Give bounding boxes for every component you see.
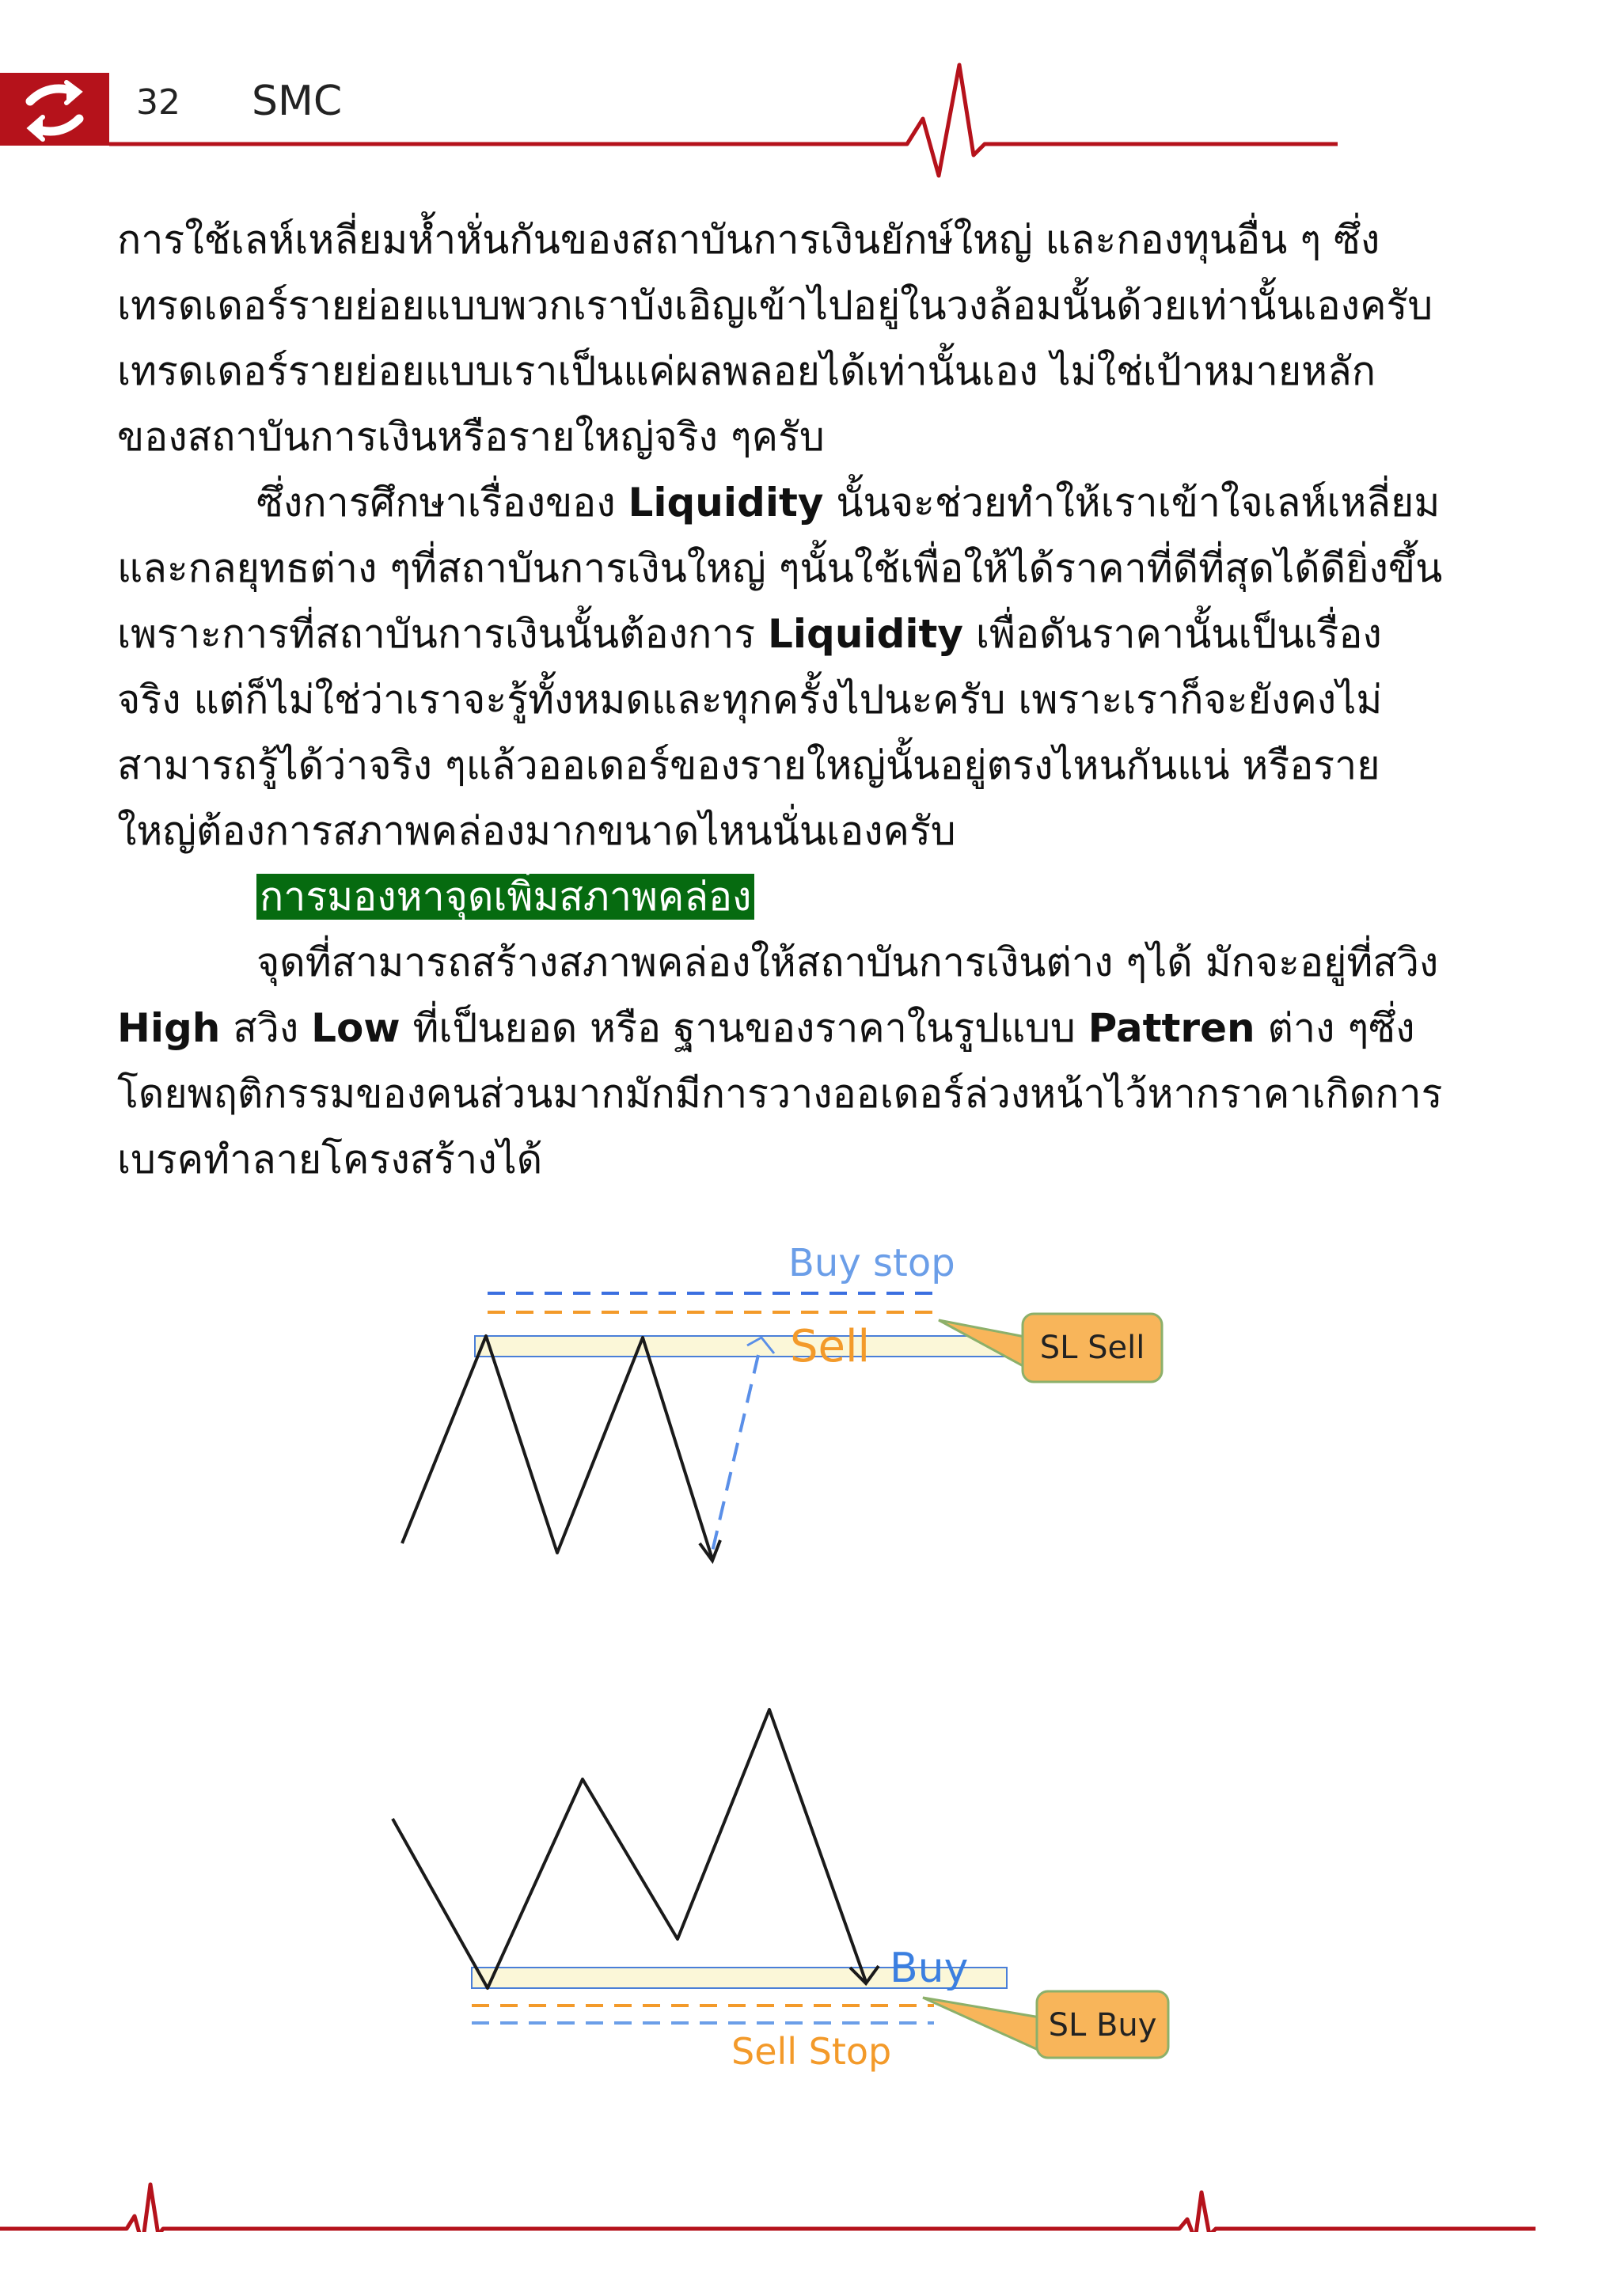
sl-buy-label: SL Buy <box>1048 2007 1157 2044</box>
footer-heartbeat-line <box>0 2184 1536 2232</box>
price-path-bottom <box>393 1710 866 1988</box>
projected-path-line <box>712 1355 758 1551</box>
liquidity-diagram <box>0 1203 1621 2105</box>
bottom-diagram <box>393 1710 1168 2073</box>
paragraph-2-text: เพื่อดันราคานั้นเป็นเรื่องจริง แต่ก็ไม่ใช่ว่าเราจะรู้ทั้งหมดและทุกครั้งไปนะครับ เพราะเราก็จะยังคงไม่สามารถรู้ได้ว่าจริง ๆแล้วออเดอร์ของรายใหญ่นั้นอยู่ตรงไหนกันแน่ หรือรายใหญ่ต้องการสภาพคล่องมากขนาดไหนนั่นเองครับ <box>117 611 1383 854</box>
section-heading: การมองหาจุดเพิ่มสภาพคล่อง <box>256 874 754 920</box>
paragraph-2-text: นั้นจะช่วยทำให้เราเข้าใจเลห์เหลี่ยมและกลยุทธต่าง ๆที่สถาบันการเงินใหญ่ ๆนั้นใช้เพื่อให้ได้ราคาที่ดีที่สุดได้ดียิ่งขึ้น เพราะการที่สถาบันการเงินนั้นต้องการ <box>117 480 1443 657</box>
paragraph-2-text: ซึ่งการศึกษาเรื่องของ <box>256 480 628 526</box>
keyword-liquidity: Liquidity <box>768 611 963 657</box>
keyword-low: Low <box>311 1005 401 1051</box>
price-path-top <box>402 1336 712 1559</box>
keyword-high: High <box>117 1005 221 1051</box>
sell-stop-label: Sell Stop <box>731 2030 892 2073</box>
sl-sell-label: SL Sell <box>1039 1330 1145 1366</box>
buy-label: Buy <box>890 1945 969 1992</box>
paragraph-3-text: ที่เป็นยอด หรือ ฐานของราคาในรูปแบบ <box>400 1005 1088 1051</box>
body-text <box>117 207 1444 1193</box>
sell-label: Sell <box>790 1321 871 1372</box>
top-diagram <box>402 1241 1162 1561</box>
section-heading-row <box>117 864 1444 930</box>
callout-pointer <box>923 1998 1045 2051</box>
buy-stop-label: Buy stop <box>788 1241 955 1285</box>
paragraph-3-text: สวิง <box>220 1005 312 1051</box>
keyword-liquidity: Liquidity <box>628 480 824 526</box>
keyword-pattren: Pattren <box>1088 1005 1255 1051</box>
footer-decoration <box>0 2137 1621 2232</box>
header-decoration <box>0 0 1621 190</box>
running-title: SMC <box>252 78 343 125</box>
paragraph-3-text: ต่าง ๆซึ่งโดยพฤติกรรมของคนส่วนมากมักมีการวางออเดอร์ล่วงหน้าไว้หากราคาเกิดการเบรคทำลายโครงสร้างได้ <box>117 1005 1443 1182</box>
paragraph-2 <box>117 470 1444 864</box>
paragraph-3 <box>117 930 1444 1193</box>
paragraph-1: การใช้เลห์เหลี่ยมห้ำหั่นกันของสถาบันการเงินยักษ์ใหญ่ และกองทุนอื่น ๆ ซึ่งเทรดเดอร์รายย่อยแบบพวกเราบังเอิญเข้าไปอยู่ในวงล้อมนั้นด้วยเท่านั้นเองครับ เทรดเดอร์รายย่อยแบบเราเป็นแค่ผลพลอยได้เท่านั้นเอง ไม่ใช่เป้าหมายหลักของสถาบันการเงินหรือรายใหญ่จริง ๆครับ <box>117 217 1433 460</box>
page-number: 32 <box>136 82 180 123</box>
paragraph-3-text: จุดที่สามารถสร้างสภาพคล่องให้สถาบันการเงินต่าง ๆได้ มักจะอยู่ที่สวิง <box>256 939 1439 985</box>
